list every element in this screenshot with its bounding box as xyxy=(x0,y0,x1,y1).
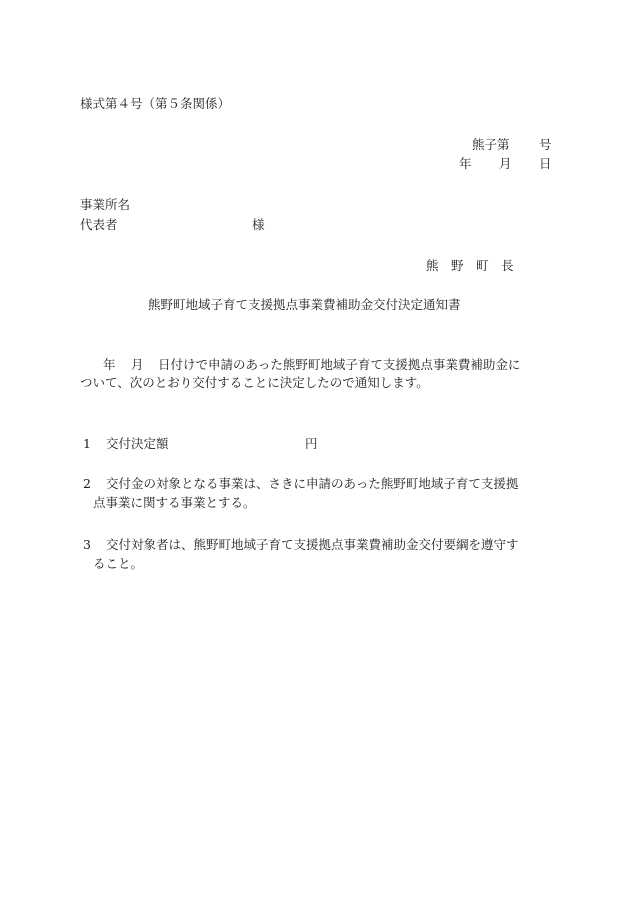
date-day: 日 xyxy=(539,156,552,171)
representative-label: 代表者 xyxy=(80,217,118,232)
honorific: 様 xyxy=(252,217,265,232)
body-month: 月 xyxy=(131,357,144,372)
body-line-2: ついて、次のとおり交付することに決定したので通知します。 xyxy=(80,375,429,390)
item-1-unit: 円 xyxy=(305,436,318,451)
body-line-1: 日付けで申請のあった熊野町地域子育て支援拠点事業費補助金に xyxy=(158,357,521,372)
body-year: 年 xyxy=(103,357,116,372)
document-title: 熊野町地域子育て支援拠点事業費補助金交付決定通知書 xyxy=(148,297,461,312)
date-month: 月 xyxy=(499,156,512,171)
date-year: 年 xyxy=(459,156,472,171)
item-2-line-2: 点事業に関する事業とする。 xyxy=(93,495,256,510)
form-label: 様式第４号（第５条関係） xyxy=(80,96,231,111)
item-1-text: 交付決定額 xyxy=(106,436,169,451)
item-2-number: 2 xyxy=(83,476,91,491)
reference-number-prefix: 熊子第 xyxy=(472,137,510,152)
reference-number-suffix: 号 xyxy=(539,137,552,152)
item-2-line-1: 交付金の対象となる事業は、さきに申請のあった熊野町地域子育て支援拠 xyxy=(106,476,519,491)
item-3-line-1: 交付対象者は、熊野町地域子育て支援拠点事業費補助金交付要綱を遵守す xyxy=(106,537,519,552)
sender-name: 熊 野 町 長 xyxy=(426,258,514,273)
office-name-label: 事業所名 xyxy=(80,197,131,212)
item-1-number: 1 xyxy=(83,436,91,451)
item-3-line-2: ること。 xyxy=(93,556,144,571)
item-3-number: 3 xyxy=(83,537,91,552)
